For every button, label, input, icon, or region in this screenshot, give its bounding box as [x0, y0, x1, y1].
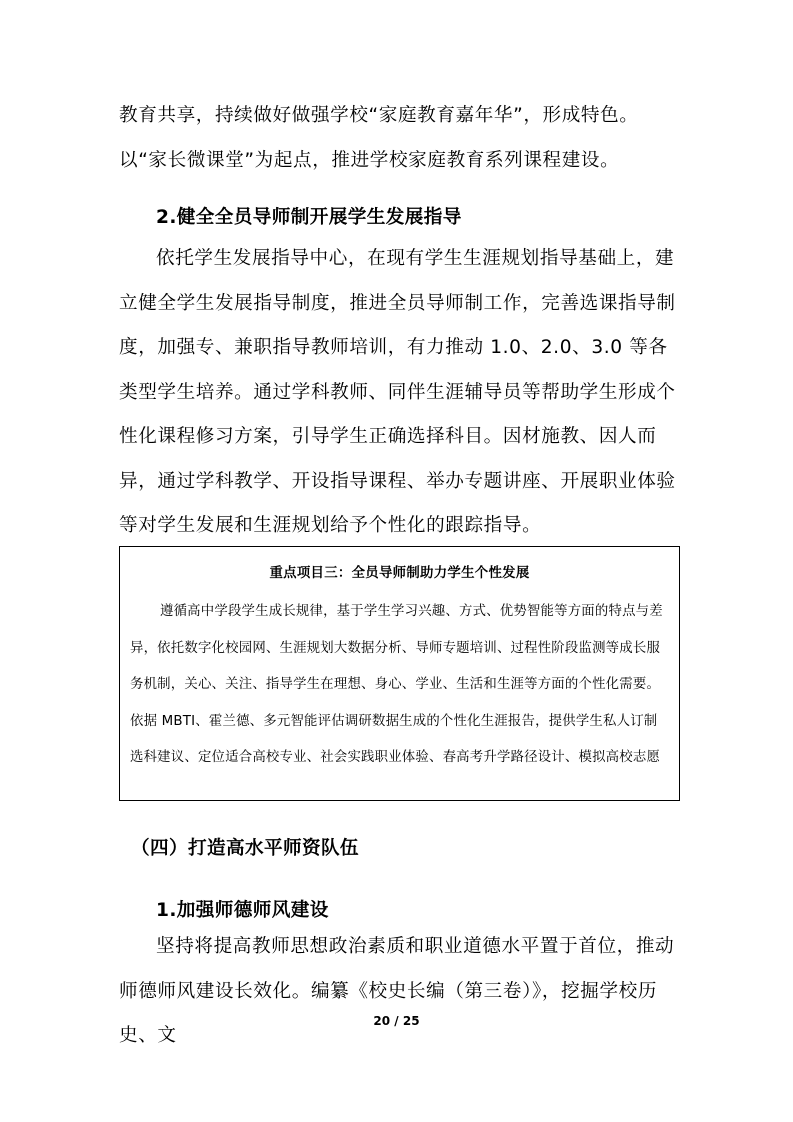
- section-2-paragraph: 依托学生发展指导中心，在现有学生生涯规划指导基础上，建立健全学生发展指导制度，推进全员导师制工作，完善选课指导制度，加强专、兼职指导教师培训，有力推动 1.0、2.0、3.0 等各类型学生培养。通过学科教师、同伴生涯辅导员等帮助学生形成个性化课程修习方案，引导学生正确选择科目。因材施教、因人而异，通过学科教学、开设指导课程、举办专题讲座、开展职业体验等对学生发展和生涯规划给予个性化的跟踪指导。: [119, 248, 676, 536]
- intro-paragraph: 教育共享，持续做好做强学校“家庭教育嘉年华”，形成特色。以“家长微课堂”为起点，推进学校家庭教育系列课程建设。: [119, 105, 639, 171]
- section-2-heading: 2.健全全员导师制开展学生发展指导: [156, 207, 462, 228]
- key-project-body: 遵循高中学段学生成长规律，基于学生学习兴趣、方式、优势智能等方面的特点与差异，依托数字化校园网、生涯规划大数据分析、导师专题培训、过程性阶段监测等成长服务机制，关心、关注、指导学生在理想、身心、学业、生活和生涯等方面的个性化需要。依据 MBTI、霍兰德、多元智能评估调研数据生成的个性化生涯报告，提供学生私人订制选科建议、定位适合高校专业、社会实践职业体验、春高考升学路径设计、模拟高校志愿: [130, 604, 663, 766]
- section-4-1-paragraph: 坚持将提高教师思想政治素质和职业道德水平置于首位，推动师德师风建设长效化。编纂《校史长编（第三卷）》，挖掘学校历史、文: [119, 936, 675, 1046]
- page-number: 20 / 25: [373, 1014, 420, 1028]
- key-project-box: [119, 546, 680, 801]
- section-4-heading: （四）打造高水平师资队伍: [131, 838, 359, 859]
- section-4-1-heading: 1.加强师德师风建设: [156, 900, 329, 921]
- key-project-title: 重点项目三：全员导师制助力学生个性发展: [269, 566, 530, 581]
